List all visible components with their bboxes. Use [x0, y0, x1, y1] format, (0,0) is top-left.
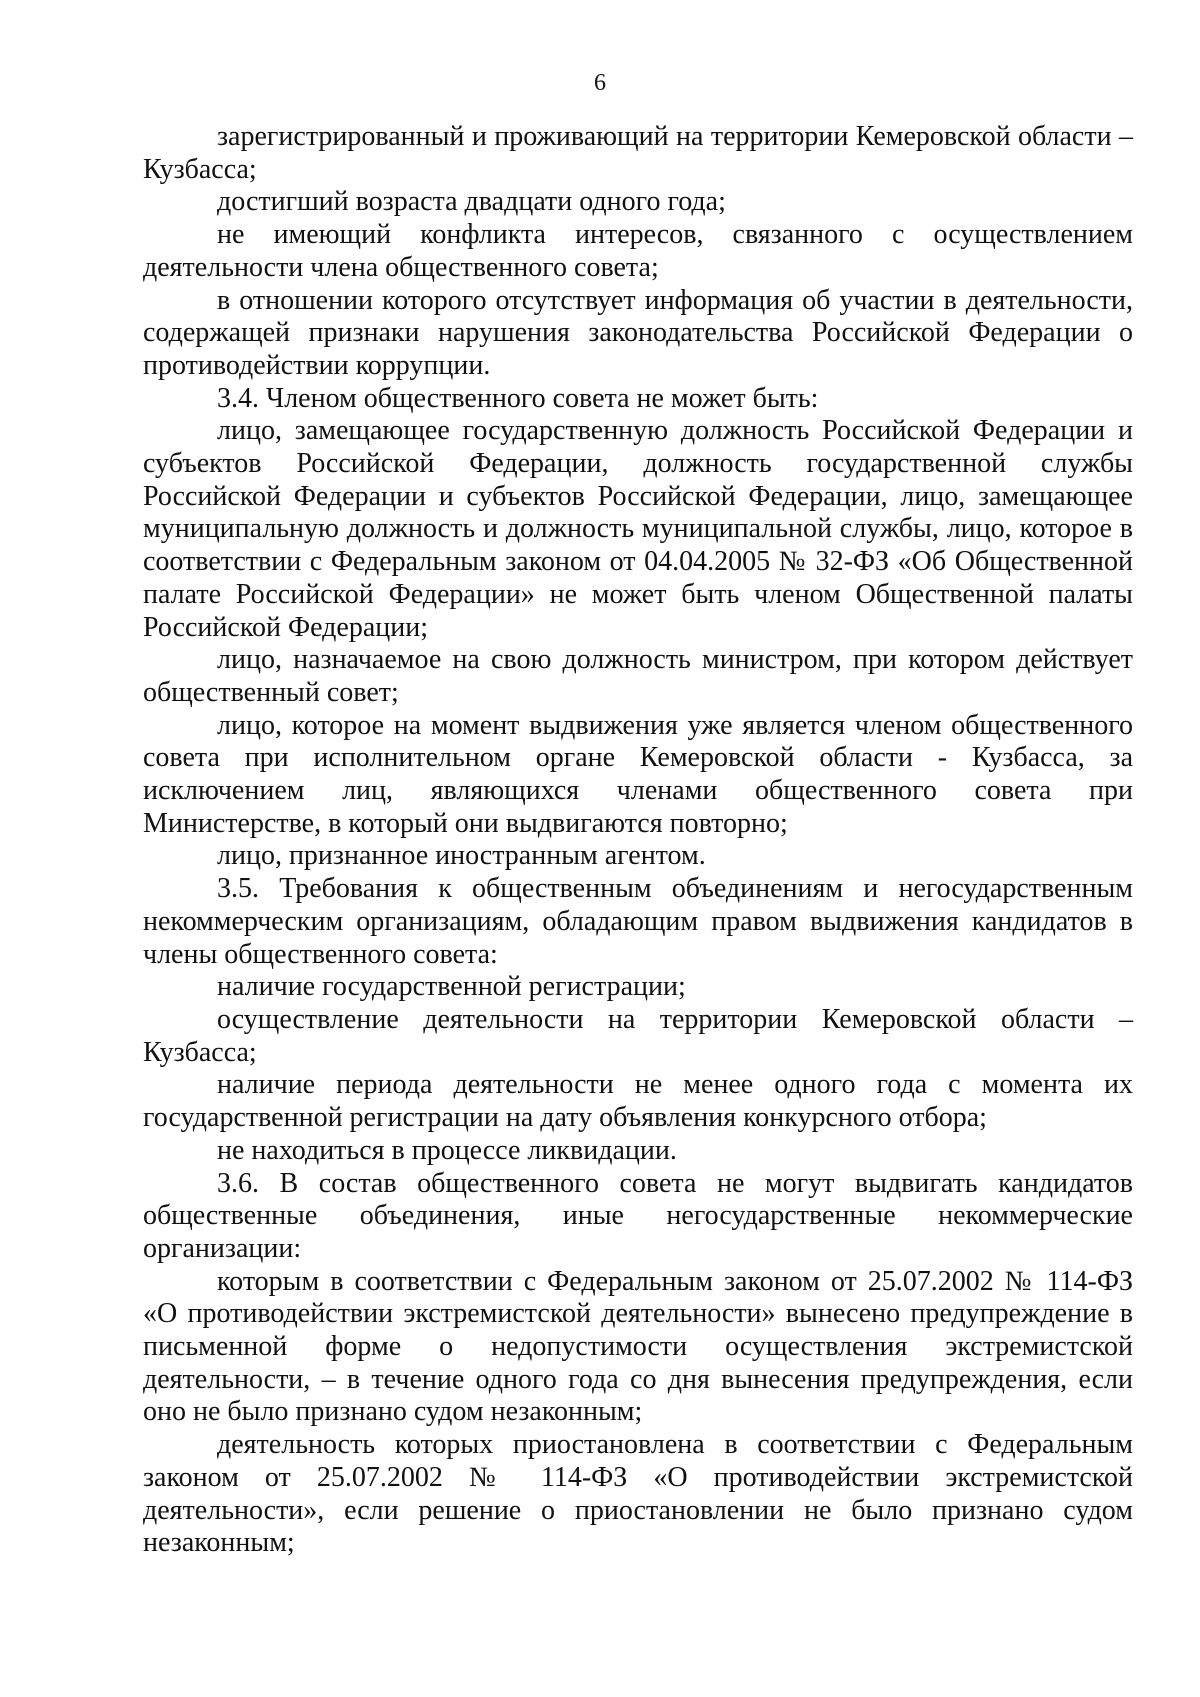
paragraph: зарегистрированный и проживающий на территории Кемеровской области – Кузбасса;: [143, 121, 1133, 185]
paragraph: лицо, назначаемое на свою должность министром, при котором действует общественный совет;: [143, 644, 1133, 708]
section-heading-3-6: 3.6. В состав общественного совета не могут выдвигать кандидатов общественные объединения, иные негосударственные некоммерческие организации:: [143, 1167, 1133, 1264]
paragraph: лицо, замещающее государственную должность Российской Федерации и субъектов Российской Федерации, должность государственной службы Российской Федерации и субъектов Российской Федерации, лицо, замещающее муниципальную должность и должность муниципальной службы, лицо, которое в соответствии с Федеральным законом от 04.04.2005 № 32-ФЗ «Об Общественной палате Российской Федерации» не может быть членом Общественной палаты Российской Федерации;: [143, 415, 1133, 643]
paragraph: осуществление деятельности на территории Кемеровской области – Кузбасса;: [143, 1003, 1133, 1068]
page-number: 6: [594, 70, 606, 96]
paragraph: которым в соответствии с Федеральным законом от 25.07.2002 № 114-ФЗ «О противодействии экстремистской деятельности» вынесено предупреждение в письменной форме о недопустимости осуществления экстремистской деятельности, – в течение одного года со дня вынесения предупреждения, если оно не было признано судом незаконным;: [143, 1265, 1133, 1428]
paragraph: наличие государственной регистрации;: [217, 971, 686, 1003]
paragraph: лицо, которое на момент выдвижения уже является членом общественного совета при исполнительном органе Кемеровской области - Кузбасса, за исключением лиц, являющихся членами общественного совета при Министерстве, в который они выдвигаются повторно;: [143, 709, 1133, 839]
paragraph: лицо, признанное иностранным агентом.: [217, 840, 706, 872]
section-heading-3-4: 3.4. Членом общественного совета не может быть:: [217, 382, 819, 414]
paragraph: не имеющий конфликта интересов, связанного с осуществлением деятельности члена общественного совета;: [143, 219, 1133, 283]
paragraph: в отношении которого отсутствует информация об участии в деятельности, содержащей признаки нарушения законодательства Российской Федерации о противодействии коррупции.: [143, 284, 1133, 381]
document-body: [143, 121, 1133, 1560]
paragraph: наличие периода деятельности не менее одного года с момента их государственной регистрации на дату объявления конкурсного отбора;: [143, 1069, 1133, 1134]
paragraph: не находиться в процессе ликвидации.: [217, 1134, 677, 1166]
paragraph: достигший возраста двадцати одного года;: [217, 186, 726, 218]
paragraph: деятельность которых приостановлена в соответствии с Федеральным законом от 25.07.2002 № 114-ФЗ «О противодействии экстремистской деятельности», если решение о приостановлении не было признано судом незаконным;: [143, 1429, 1133, 1559]
section-heading-3-5: 3.5. Требования к общественным объединениям и негосударственным некоммерческим организациям, обладающим правом выдвижения кандидатов в члены общественного совета:: [143, 873, 1133, 970]
